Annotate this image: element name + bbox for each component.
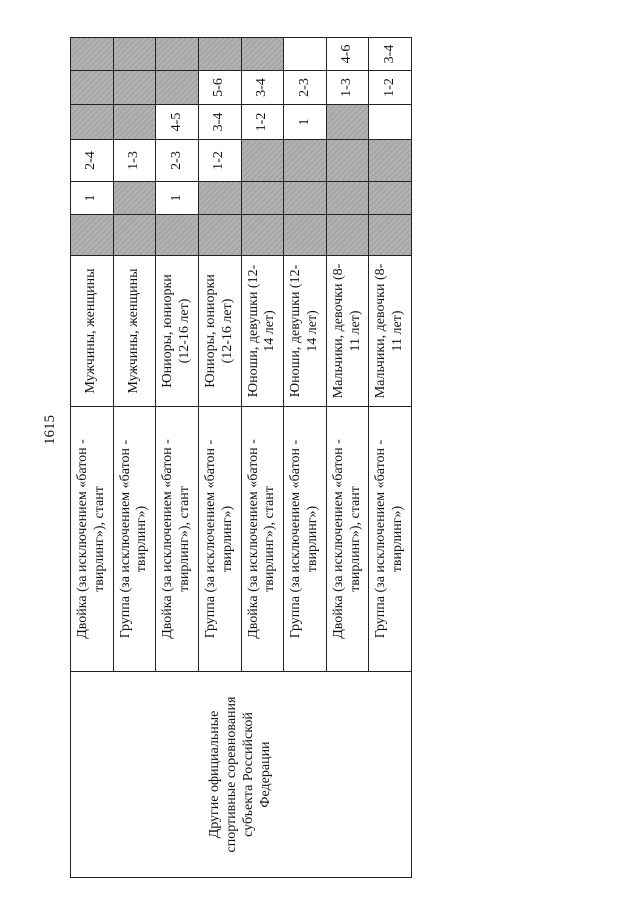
place-cell [113,215,156,256]
place-cell [284,38,327,71]
place-cell [113,182,156,215]
place-cell [71,38,114,71]
place-cell: 1-3 [113,140,156,182]
place-cell [241,182,284,215]
place-cell [326,215,369,256]
table-row [71,38,114,878]
place-cell [71,71,114,105]
place-cell [284,140,327,182]
sports-ranking-table [70,37,412,878]
age-group-cell: Юноши, девушки (12-14 лет) [241,256,284,407]
age-group-cell: Юниоры, юниорки (12-16 лет) [198,256,241,407]
age-group-cell: Мужчины, женщины [113,256,156,407]
place-cell [71,105,114,140]
place-cell: 5-6 [198,71,241,105]
place-cell: 1 [284,105,327,140]
place-cell [198,182,241,215]
place-cell: 1 [156,182,199,215]
age-group-cell: Юноши, девушки (12-14 лет) [284,256,327,407]
place-cell [326,105,369,140]
place-cell [284,182,327,215]
place-cell: 1-2 [369,71,412,105]
place-cell: 2-3 [156,140,199,182]
place-cell [113,105,156,140]
place-cell [113,71,156,105]
place-cell [198,38,241,71]
place-cell [156,215,199,256]
discipline-cell: Двойка (за исключением «батон - твирлинг»), стант [71,407,114,672]
place-cell [241,215,284,256]
age-group-cell: Юниоры, юниорки (12-16 лет) [156,256,199,407]
rotated-table-wrapper [70,38,412,878]
age-group-cell: Мужчины, женщины [71,256,114,407]
place-cell [113,38,156,71]
place-cell: 3-4 [241,71,284,105]
discipline-cell: Двойка (за исключением «батон - твирлинг»), стант [326,407,369,672]
discipline-cell: Группа (за исключением «батон - твирлинг») [284,407,327,672]
discipline-cell: Группа (за исключением «батон - твирлинг») [198,407,241,672]
place-cell [326,140,369,182]
place-cell: 2-3 [284,71,327,105]
discipline-cell: Двойка (за исключением «батон - твирлинг»), стант [156,407,199,672]
place-cell [369,182,412,215]
age-group-cell: Мальчики, девочки (8-11 лет) [326,256,369,407]
place-cell: 4-6 [326,38,369,71]
place-cell [156,38,199,71]
place-cell: 1-3 [326,71,369,105]
place-cell: 3-4 [198,105,241,140]
place-cell: 2-4 [71,140,114,182]
place-cell [241,38,284,71]
page-number: 1615 [42,415,58,445]
place-cell [369,105,412,140]
place-cell [241,140,284,182]
place-cell [198,215,241,256]
place-cell [369,215,412,256]
place-cell [369,140,412,182]
place-cell: 4-5 [156,105,199,140]
competition-cell: Другие официальные спортивные соревнования субъекта Российской Федерации [71,672,412,878]
place-cell [326,182,369,215]
place-cell: 1 [71,182,114,215]
place-cell: 1-2 [198,140,241,182]
place-cell [156,71,199,105]
discipline-cell: Группа (за исключением «батон - твирлинг») [369,407,412,672]
place-cell [71,215,114,256]
place-cell: 3-4 [369,38,412,71]
age-group-cell: Мальчики, девочки (8-11 лет) [369,256,412,407]
discipline-cell: Двойка (за исключением «батон - твирлинг»), стант [241,407,284,672]
place-cell [284,215,327,256]
discipline-cell: Группа (за исключением «батон - твирлинг») [113,407,156,672]
place-cell: 1-2 [241,105,284,140]
